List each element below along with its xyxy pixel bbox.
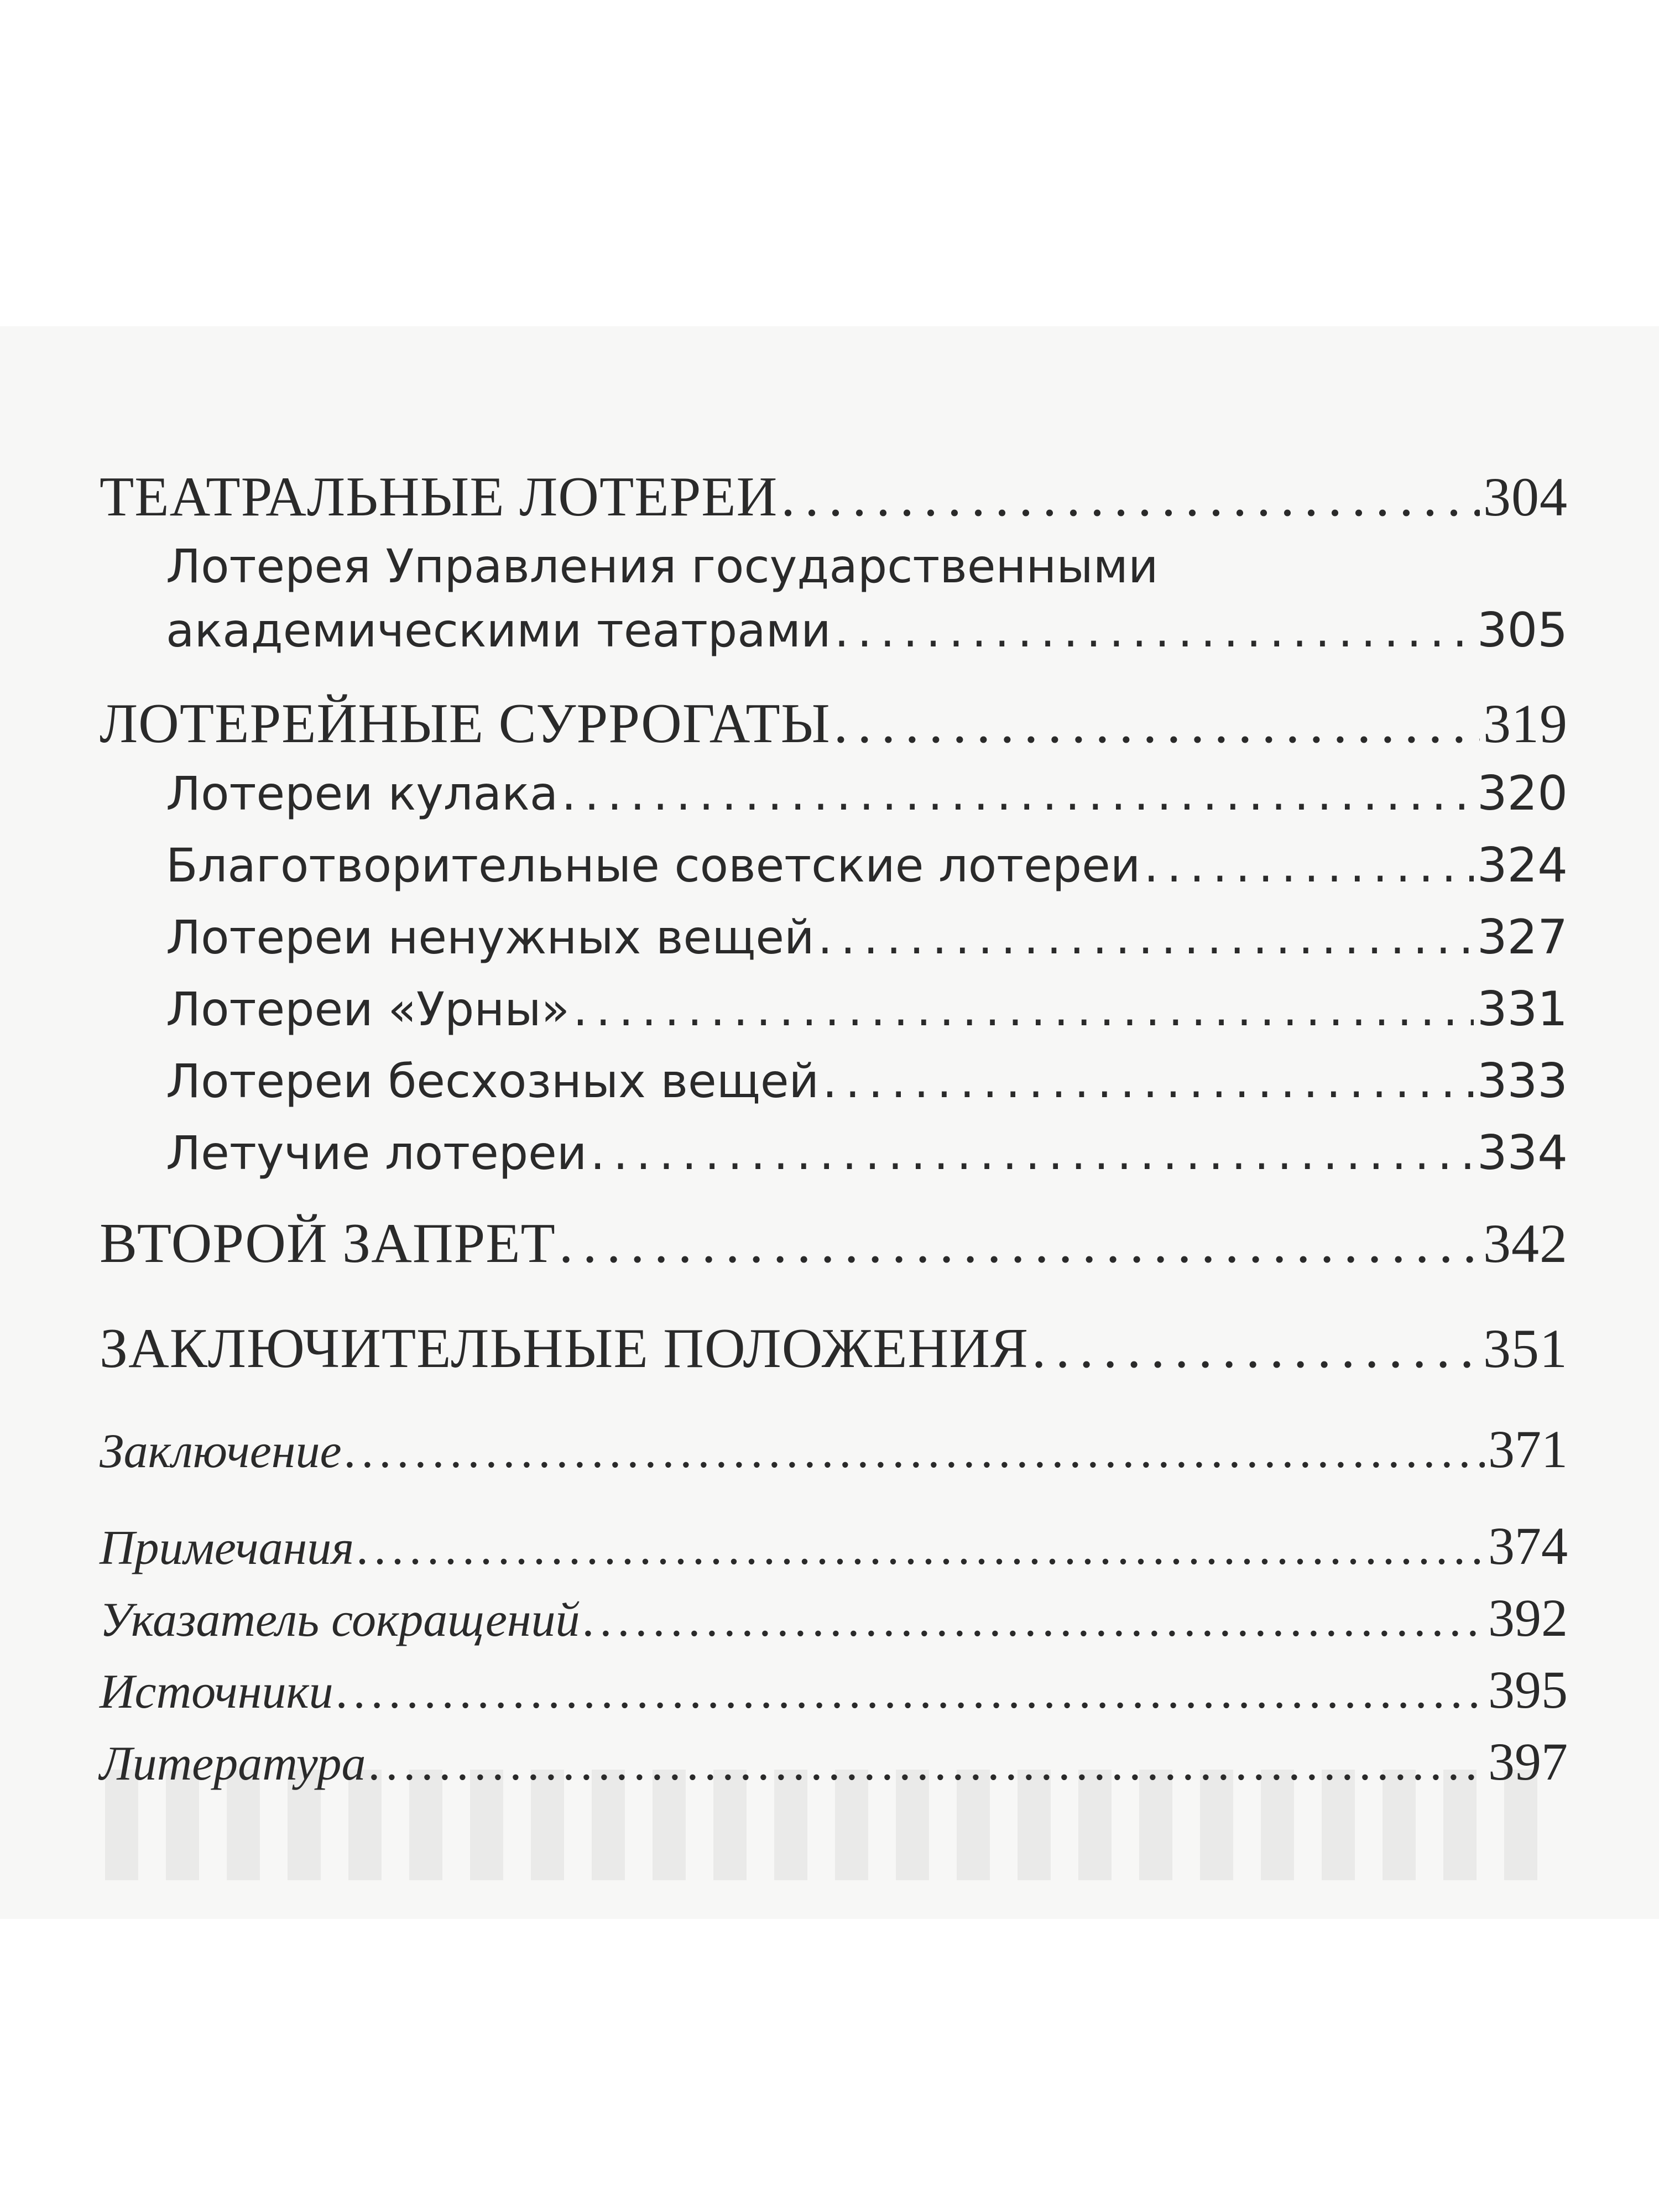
dot-leader — [357, 1520, 1485, 1576]
toc-entry — [166, 1125, 1568, 1181]
toc-entry-page: 320 — [1477, 766, 1568, 821]
toc-entry-page: 351 — [1483, 1318, 1568, 1379]
dot-leader — [369, 1736, 1485, 1792]
toc-entry-page: 333 — [1477, 1053, 1568, 1109]
toc-entry — [100, 1731, 1568, 1792]
toc-entry-label: ТЕАТРАЛЬНЫЕ ЛОТЕРЕИ — [100, 466, 778, 528]
toc-entry-label: Указатель сокращений — [100, 1593, 580, 1647]
toc-entry-page: 395 — [1488, 1660, 1568, 1719]
toc-entry — [166, 766, 1568, 821]
toc-entry-page: 319 — [1483, 693, 1568, 754]
dot-leader — [345, 1423, 1485, 1479]
toc-entry-label: Литература — [100, 1737, 366, 1791]
toc-entry-page: 397 — [1488, 1732, 1568, 1791]
dot-leader — [590, 1126, 1473, 1180]
toc-entry — [100, 1659, 1568, 1720]
toc-entry — [100, 465, 1568, 529]
toc-entry-label: Благотворительные советские лотереи — [166, 838, 1141, 893]
toc-entry-label: Лотереи «Урны» — [166, 982, 570, 1036]
toc-entry-label-line1: Лотерея Управления государственными — [166, 539, 1159, 593]
toc-entry-page: 324 — [1477, 838, 1568, 893]
toc-entry-label: Лотереи бесхозных вещей — [166, 1054, 820, 1108]
toc-entry-page: 334 — [1477, 1125, 1568, 1181]
toc-entry-label: Заключение — [100, 1425, 342, 1478]
toc-entry-page: 331 — [1477, 982, 1568, 1037]
toc-entry — [100, 691, 1568, 756]
toc-entry — [166, 603, 1568, 658]
toc-entry — [100, 1316, 1568, 1381]
toc-entry-page: 342 — [1483, 1213, 1568, 1274]
dot-leader — [337, 1664, 1485, 1720]
toc-entry-label: ЛОТЕРЕЙНЫЕ СУРРОГАТЫ — [100, 692, 831, 755]
dot-leader — [583, 1592, 1485, 1648]
toc-entry-label: Лотереи ненужных вещей — [166, 910, 815, 964]
toc-entry-page: 327 — [1477, 910, 1568, 965]
toc-entry — [166, 982, 1568, 1037]
toc-entry-page: 305 — [1477, 603, 1568, 658]
toc-entry-label: ЗАКЛЮЧИТЕЛЬНЫЕ ПОЛОЖЕНИЯ — [100, 1317, 1029, 1380]
toc-entry-page: 374 — [1488, 1516, 1568, 1575]
dot-leader — [822, 1054, 1474, 1108]
toc-entry — [100, 1587, 1568, 1648]
toc-entry-label: Источники — [100, 1665, 333, 1719]
table-of-contents — [0, 326, 1659, 1919]
dot-leader — [573, 982, 1474, 1036]
toc-entry — [100, 1515, 1568, 1577]
dot-leader — [1032, 1316, 1480, 1381]
dot-leader — [1144, 838, 1473, 893]
toc-entry-label: академическими театрами — [166, 603, 831, 658]
toc-entry — [166, 838, 1568, 893]
toc-entry-label: Летучие лотереи — [166, 1126, 587, 1180]
book-page — [0, 326, 1659, 1919]
toc-entry-page: 371 — [1488, 1420, 1568, 1479]
toc-entry — [166, 910, 1568, 965]
toc-entry-label: ВТОРОЙ ЗАПРЕТ — [100, 1212, 556, 1275]
dot-leader — [781, 465, 1480, 529]
dot-leader — [561, 766, 1474, 821]
dot-leader — [834, 691, 1480, 756]
dot-leader — [818, 910, 1474, 964]
toc-entry — [166, 1053, 1568, 1109]
toc-entry-label: Лотереи кулака — [166, 766, 559, 821]
toc-entry — [100, 1211, 1568, 1276]
dot-leader — [834, 603, 1474, 658]
dot-leader — [559, 1211, 1480, 1276]
toc-entry — [100, 1418, 1568, 1480]
toc-entry-page: 304 — [1483, 466, 1568, 528]
toc-entry-page: 392 — [1488, 1588, 1568, 1647]
toc-entry-label: Примечания — [100, 1521, 354, 1575]
